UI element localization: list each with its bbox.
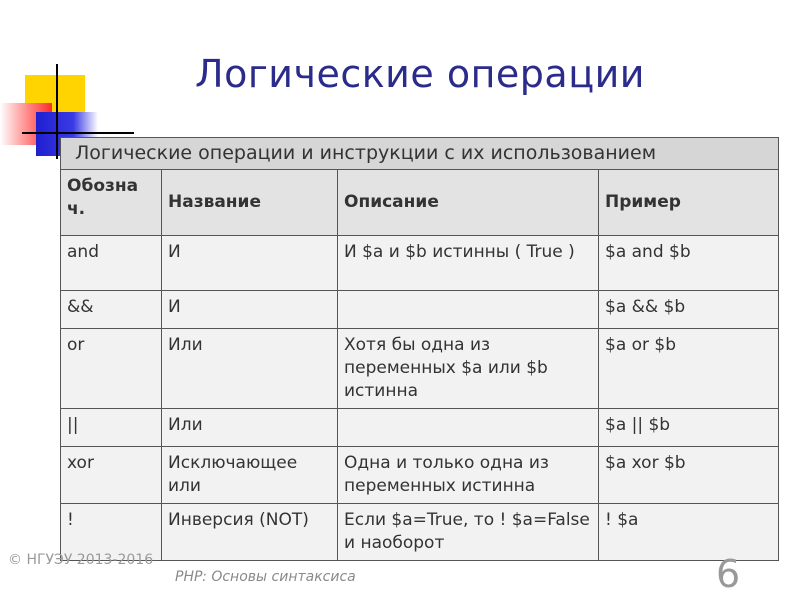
cell-name: Исключающее или (162, 447, 338, 504)
cell-symbol: ! (61, 504, 162, 561)
cell-symbol: || (61, 409, 162, 447)
cell-example: $a and $b (599, 236, 779, 291)
table-caption: Логические операции и инструкции с их использованием (61, 138, 779, 170)
cell-symbol: xor (61, 447, 162, 504)
cell-description: Хотя бы одна из переменных $a или $b истинна (338, 329, 599, 409)
page-number: 6 (716, 552, 741, 596)
column-header-symbol: Обозна ч. (61, 170, 162, 236)
cell-name: Инверсия (NOT) (162, 504, 338, 561)
decor-vertical-line (56, 64, 58, 159)
footer-copyright: © НГУЭУ 2013-2016 (8, 552, 154, 568)
cell-description: Одна и только одна из переменных истинна (338, 447, 599, 504)
logical-operations-table (60, 137, 779, 561)
cell-example: $a or $b (599, 329, 779, 409)
cell-example: $a xor $b (599, 447, 779, 504)
column-header-description: Описание (338, 170, 599, 236)
table-row (61, 291, 779, 329)
cell-symbol: or (61, 329, 162, 409)
slide-title: Логические операции (195, 52, 645, 96)
column-header-name: Название (162, 170, 338, 236)
cell-example: $a && $b (599, 291, 779, 329)
footer-course-title: PHP: Основы синтаксиса (175, 569, 356, 585)
cell-name: И (162, 236, 338, 291)
cell-description (338, 409, 599, 447)
cell-description: И $a и $b истинны ( True ) (338, 236, 599, 291)
cell-example: $a || $b (599, 409, 779, 447)
cell-name: И (162, 291, 338, 329)
table-row (61, 409, 779, 447)
cell-symbol: && (61, 291, 162, 329)
cell-description (338, 291, 599, 329)
cell-name: Или (162, 329, 338, 409)
table-row (61, 447, 779, 504)
decor-horizontal-line (22, 132, 134, 134)
table-row (61, 236, 779, 291)
cell-example: ! $a (599, 504, 779, 561)
table-row (61, 329, 779, 409)
cell-name: Или (162, 409, 338, 447)
table-row (61, 504, 779, 561)
cell-description: Если $a=True, то ! $a=False и наоборот (338, 504, 599, 561)
cell-symbol: and (61, 236, 162, 291)
column-header-example: Пример (599, 170, 779, 236)
